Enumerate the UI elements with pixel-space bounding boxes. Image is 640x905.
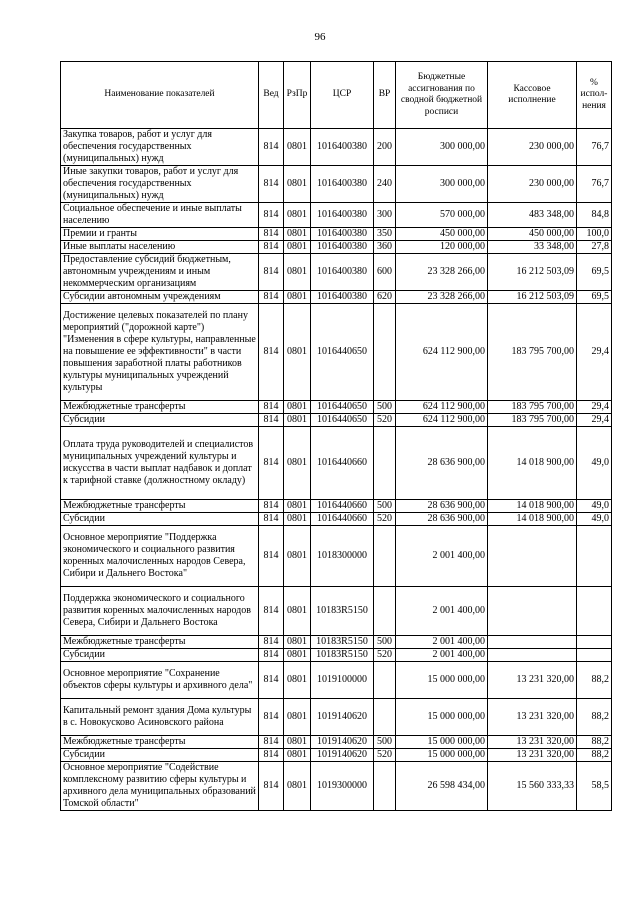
cell-cash: 13 231 320,00 — [488, 662, 577, 699]
cell-name: Оплата труда руководителей и специалистов муниципальных учреждений культуры и искусства в части выплат надбавок и доплат к тарифной ставке (должностному окладу) — [61, 427, 259, 500]
cell-ved: 814 — [259, 736, 284, 749]
cell-vr — [374, 662, 396, 699]
cell-csr: 1016440650 — [311, 414, 374, 427]
cell-ved: 814 — [259, 636, 284, 649]
cell-budget: 300 000,00 — [396, 129, 488, 166]
cell-ved: 814 — [259, 649, 284, 662]
cell-percent: 76,7 — [577, 129, 612, 166]
cell-csr: 10183R5150 — [311, 649, 374, 662]
cell-ved: 814 — [259, 762, 284, 811]
cell-rzpr: 0801 — [284, 500, 311, 513]
cell-vr — [374, 427, 396, 500]
cell-vr: 520 — [374, 513, 396, 526]
table-row — [61, 513, 612, 526]
cell-rzpr: 0801 — [284, 513, 311, 526]
cell-cash: 230 000,00 — [488, 129, 577, 166]
cell-budget: 26 598 434,00 — [396, 762, 488, 811]
cell-csr: 1016440660 — [311, 513, 374, 526]
table-row — [61, 587, 612, 636]
cell-vr: 500 — [374, 736, 396, 749]
cell-budget: 2 001 400,00 — [396, 587, 488, 636]
table-row — [61, 129, 612, 166]
cell-vr: 300 — [374, 203, 396, 228]
cell-cash — [488, 649, 577, 662]
cell-cash: 15 560 333,33 — [488, 762, 577, 811]
cell-rzpr: 0801 — [284, 587, 311, 636]
cell-ved: 814 — [259, 291, 284, 304]
cell-name: Премии и гранты — [61, 228, 259, 241]
cell-cash — [488, 526, 577, 587]
cell-percent: 27,8 — [577, 241, 612, 254]
cell-vr: 240 — [374, 166, 396, 203]
cell-ved: 814 — [259, 526, 284, 587]
cell-percent: 49,0 — [577, 500, 612, 513]
cell-ved: 814 — [259, 587, 284, 636]
cell-rzpr: 0801 — [284, 526, 311, 587]
table-row — [61, 749, 612, 762]
header-ved: Вед — [259, 62, 284, 129]
cell-csr: 1019140620 — [311, 736, 374, 749]
cell-cash: 450 000,00 — [488, 228, 577, 241]
cell-csr: 10183R5150 — [311, 636, 374, 649]
table-row — [61, 401, 612, 414]
cell-ved: 814 — [259, 228, 284, 241]
cell-ved: 814 — [259, 500, 284, 513]
cell-rzpr: 0801 — [284, 427, 311, 500]
cell-csr: 1016440650 — [311, 401, 374, 414]
cell-csr: 1018300000 — [311, 526, 374, 587]
budget-table — [60, 61, 612, 811]
cell-csr: 1019300000 — [311, 762, 374, 811]
cell-budget: 15 000 000,00 — [396, 662, 488, 699]
header-vr: ВР — [374, 62, 396, 129]
cell-cash: 13 231 320,00 — [488, 749, 577, 762]
cell-vr: 500 — [374, 636, 396, 649]
cell-rzpr: 0801 — [284, 129, 311, 166]
header-name: Наименование показателей — [61, 62, 259, 129]
cell-cash: 14 018 900,00 — [488, 500, 577, 513]
cell-rzpr: 0801 — [284, 736, 311, 749]
table-row — [61, 254, 612, 291]
cell-budget: 120 000,00 — [396, 241, 488, 254]
table-row — [61, 203, 612, 228]
cell-percent — [577, 587, 612, 636]
cell-rzpr: 0801 — [284, 291, 311, 304]
cell-name: Основное мероприятие "Сохранение объектов сферы культуры и архивного дела" — [61, 662, 259, 699]
cell-name: Иные закупки товаров, работ и услуг для обеспечения государственных (муниципальных) нужд — [61, 166, 259, 203]
cell-cash: 13 231 320,00 — [488, 699, 577, 736]
cell-cash — [488, 587, 577, 636]
table-row — [61, 241, 612, 254]
cell-cash: 16 212 503,09 — [488, 254, 577, 291]
cell-budget: 23 328 266,00 — [396, 291, 488, 304]
cell-rzpr: 0801 — [284, 254, 311, 291]
cell-name: Поддержка экономического и социального развития коренных малочисленных народов Севера, Сибири и Дальнего Востока — [61, 587, 259, 636]
table-row — [61, 291, 612, 304]
cell-budget: 300 000,00 — [396, 166, 488, 203]
cell-vr — [374, 762, 396, 811]
table-row — [61, 649, 612, 662]
cell-ved: 814 — [259, 166, 284, 203]
cell-percent: 100,0 — [577, 228, 612, 241]
cell-cash: 183 795 700,00 — [488, 304, 577, 401]
cell-rzpr: 0801 — [284, 414, 311, 427]
cell-rzpr: 0801 — [284, 699, 311, 736]
cell-rzpr: 0801 — [284, 304, 311, 401]
cell-name: Субсидии — [61, 749, 259, 762]
cell-percent: 88,2 — [577, 699, 612, 736]
cell-cash — [488, 636, 577, 649]
cell-vr: 500 — [374, 500, 396, 513]
cell-ved: 814 — [259, 749, 284, 762]
cell-name: Субсидии — [61, 513, 259, 526]
cell-csr: 1016400380 — [311, 166, 374, 203]
cell-csr: 1016440660 — [311, 500, 374, 513]
cell-percent — [577, 526, 612, 587]
cell-cash: 13 231 320,00 — [488, 736, 577, 749]
cell-ved: 814 — [259, 513, 284, 526]
cell-budget: 624 112 900,00 — [396, 414, 488, 427]
header-cash: Кассовое исполнение — [488, 62, 577, 129]
cell-vr: 500 — [374, 401, 396, 414]
header-budget: Бюджетные ассигнования по сводной бюджетной росписи — [396, 62, 488, 129]
cell-vr: 600 — [374, 254, 396, 291]
cell-percent: 29,4 — [577, 414, 612, 427]
page-number: 96 — [314, 31, 326, 43]
cell-vr: 360 — [374, 241, 396, 254]
cell-percent: 29,4 — [577, 304, 612, 401]
cell-vr: 620 — [374, 291, 396, 304]
cell-csr: 1016400380 — [311, 291, 374, 304]
cell-ved: 814 — [259, 129, 284, 166]
cell-vr — [374, 587, 396, 636]
cell-cash: 33 348,00 — [488, 241, 577, 254]
cell-name: Достижение целевых показателей по плану мероприятий ("дорожной карте") "Изменения в сфере культуры, направленные на повышение ее эффективности" в части повышения заработной платы работников культуры муниципальных учреждений культуры — [61, 304, 259, 401]
cell-vr — [374, 526, 396, 587]
cell-ved: 814 — [259, 304, 284, 401]
cell-budget: 624 112 900,00 — [396, 304, 488, 401]
cell-vr — [374, 699, 396, 736]
cell-csr: 1019100000 — [311, 662, 374, 699]
cell-percent — [577, 636, 612, 649]
cell-percent: 84,8 — [577, 203, 612, 228]
cell-csr: 1016400380 — [311, 254, 374, 291]
cell-rzpr: 0801 — [284, 241, 311, 254]
cell-percent — [577, 649, 612, 662]
cell-percent: 88,2 — [577, 749, 612, 762]
cell-budget: 450 000,00 — [396, 228, 488, 241]
cell-name: Социальное обеспечение и иные выплаты населению — [61, 203, 259, 228]
cell-budget: 2 001 400,00 — [396, 649, 488, 662]
cell-budget: 15 000 000,00 — [396, 749, 488, 762]
cell-percent: 49,0 — [577, 427, 612, 500]
cell-percent: 88,2 — [577, 662, 612, 699]
cell-csr: 10183R5150 — [311, 587, 374, 636]
cell-csr: 1016400380 — [311, 228, 374, 241]
cell-ved: 814 — [259, 427, 284, 500]
cell-cash: 16 212 503,09 — [488, 291, 577, 304]
cell-ved: 814 — [259, 401, 284, 414]
table-row — [61, 636, 612, 649]
table-row — [61, 228, 612, 241]
cell-vr: 520 — [374, 749, 396, 762]
cell-name: Закупка товаров, работ и услуг для обеспечения государственных (муниципальных) нужд — [61, 129, 259, 166]
table-row — [61, 166, 612, 203]
cell-csr: 1016400380 — [311, 129, 374, 166]
cell-budget: 570 000,00 — [396, 203, 488, 228]
cell-rzpr: 0801 — [284, 636, 311, 649]
cell-budget: 15 000 000,00 — [396, 736, 488, 749]
cell-percent: 88,2 — [577, 736, 612, 749]
header-csr: ЦСР — [311, 62, 374, 129]
cell-percent: 29,4 — [577, 401, 612, 414]
cell-csr: 1016440650 — [311, 304, 374, 401]
cell-rzpr: 0801 — [284, 649, 311, 662]
header-rzpr: РзПр — [284, 62, 311, 129]
cell-csr: 1016400380 — [311, 241, 374, 254]
table-header-row — [61, 62, 612, 129]
cell-name: Межбюджетные трансферты — [61, 500, 259, 513]
cell-budget: 2 001 400,00 — [396, 636, 488, 649]
cell-name: Иные выплаты населению — [61, 241, 259, 254]
cell-csr: 1019140620 — [311, 749, 374, 762]
cell-vr: 200 — [374, 129, 396, 166]
cell-ved: 814 — [259, 241, 284, 254]
cell-rzpr: 0801 — [284, 762, 311, 811]
table-row — [61, 414, 612, 427]
cell-vr: 520 — [374, 649, 396, 662]
cell-ved: 814 — [259, 699, 284, 736]
cell-percent: 58,5 — [577, 762, 612, 811]
cell-rzpr: 0801 — [284, 228, 311, 241]
table-row — [61, 762, 612, 811]
table-row — [61, 304, 612, 401]
cell-percent: 69,5 — [577, 254, 612, 291]
cell-name: Основное мероприятие "Поддержка экономического и социального развития коренных малочисленных народов Севера, Сибири и Дальнего Востока" — [61, 526, 259, 587]
cell-percent: 76,7 — [577, 166, 612, 203]
cell-budget: 28 636 900,00 — [396, 427, 488, 500]
cell-name: Субсидии — [61, 649, 259, 662]
cell-rzpr: 0801 — [284, 203, 311, 228]
cell-cash: 14 018 900,00 — [488, 513, 577, 526]
cell-csr: 1016440660 — [311, 427, 374, 500]
cell-name: Субсидии автономным учреждениям — [61, 291, 259, 304]
cell-rzpr: 0801 — [284, 749, 311, 762]
table-row — [61, 699, 612, 736]
cell-cash: 183 795 700,00 — [488, 414, 577, 427]
cell-vr: 520 — [374, 414, 396, 427]
cell-ved: 814 — [259, 662, 284, 699]
cell-budget: 15 000 000,00 — [396, 699, 488, 736]
table-row — [61, 662, 612, 699]
cell-percent: 69,5 — [577, 291, 612, 304]
cell-cash: 14 018 900,00 — [488, 427, 577, 500]
table-row — [61, 736, 612, 749]
cell-cash: 230 000,00 — [488, 166, 577, 203]
cell-csr: 1016400380 — [311, 203, 374, 228]
cell-cash: 183 795 700,00 — [488, 401, 577, 414]
header-percent: % испол-нения — [577, 62, 612, 129]
cell-name: Предоставление субсидий бюджетным, автономным учреждениям и иным некоммерческим организациям — [61, 254, 259, 291]
cell-rzpr: 0801 — [284, 401, 311, 414]
cell-percent: 49,0 — [577, 513, 612, 526]
cell-name: Межбюджетные трансферты — [61, 736, 259, 749]
cell-budget: 28 636 900,00 — [396, 513, 488, 526]
cell-vr — [374, 304, 396, 401]
cell-budget: 23 328 266,00 — [396, 254, 488, 291]
cell-csr: 1019140620 — [311, 699, 374, 736]
cell-budget: 2 001 400,00 — [396, 526, 488, 587]
cell-name: Межбюджетные трансферты — [61, 636, 259, 649]
table-row — [61, 500, 612, 513]
cell-vr: 350 — [374, 228, 396, 241]
cell-name: Межбюджетные трансферты — [61, 401, 259, 414]
table-row — [61, 526, 612, 587]
cell-budget: 624 112 900,00 — [396, 401, 488, 414]
cell-ved: 814 — [259, 203, 284, 228]
cell-ved: 814 — [259, 254, 284, 291]
cell-name: Субсидии — [61, 414, 259, 427]
cell-rzpr: 0801 — [284, 662, 311, 699]
cell-rzpr: 0801 — [284, 166, 311, 203]
cell-budget: 28 636 900,00 — [396, 500, 488, 513]
cell-ved: 814 — [259, 414, 284, 427]
cell-name: Основное мероприятие "Содействие комплексному развитию сферы культуры и архивного дела муниципальных образований Томской области" — [61, 762, 259, 811]
cell-name: Капитальный ремонт здания Дома культуры в с. Новокусково Асиновского района — [61, 699, 259, 736]
table-row — [61, 427, 612, 500]
cell-cash: 483 348,00 — [488, 203, 577, 228]
